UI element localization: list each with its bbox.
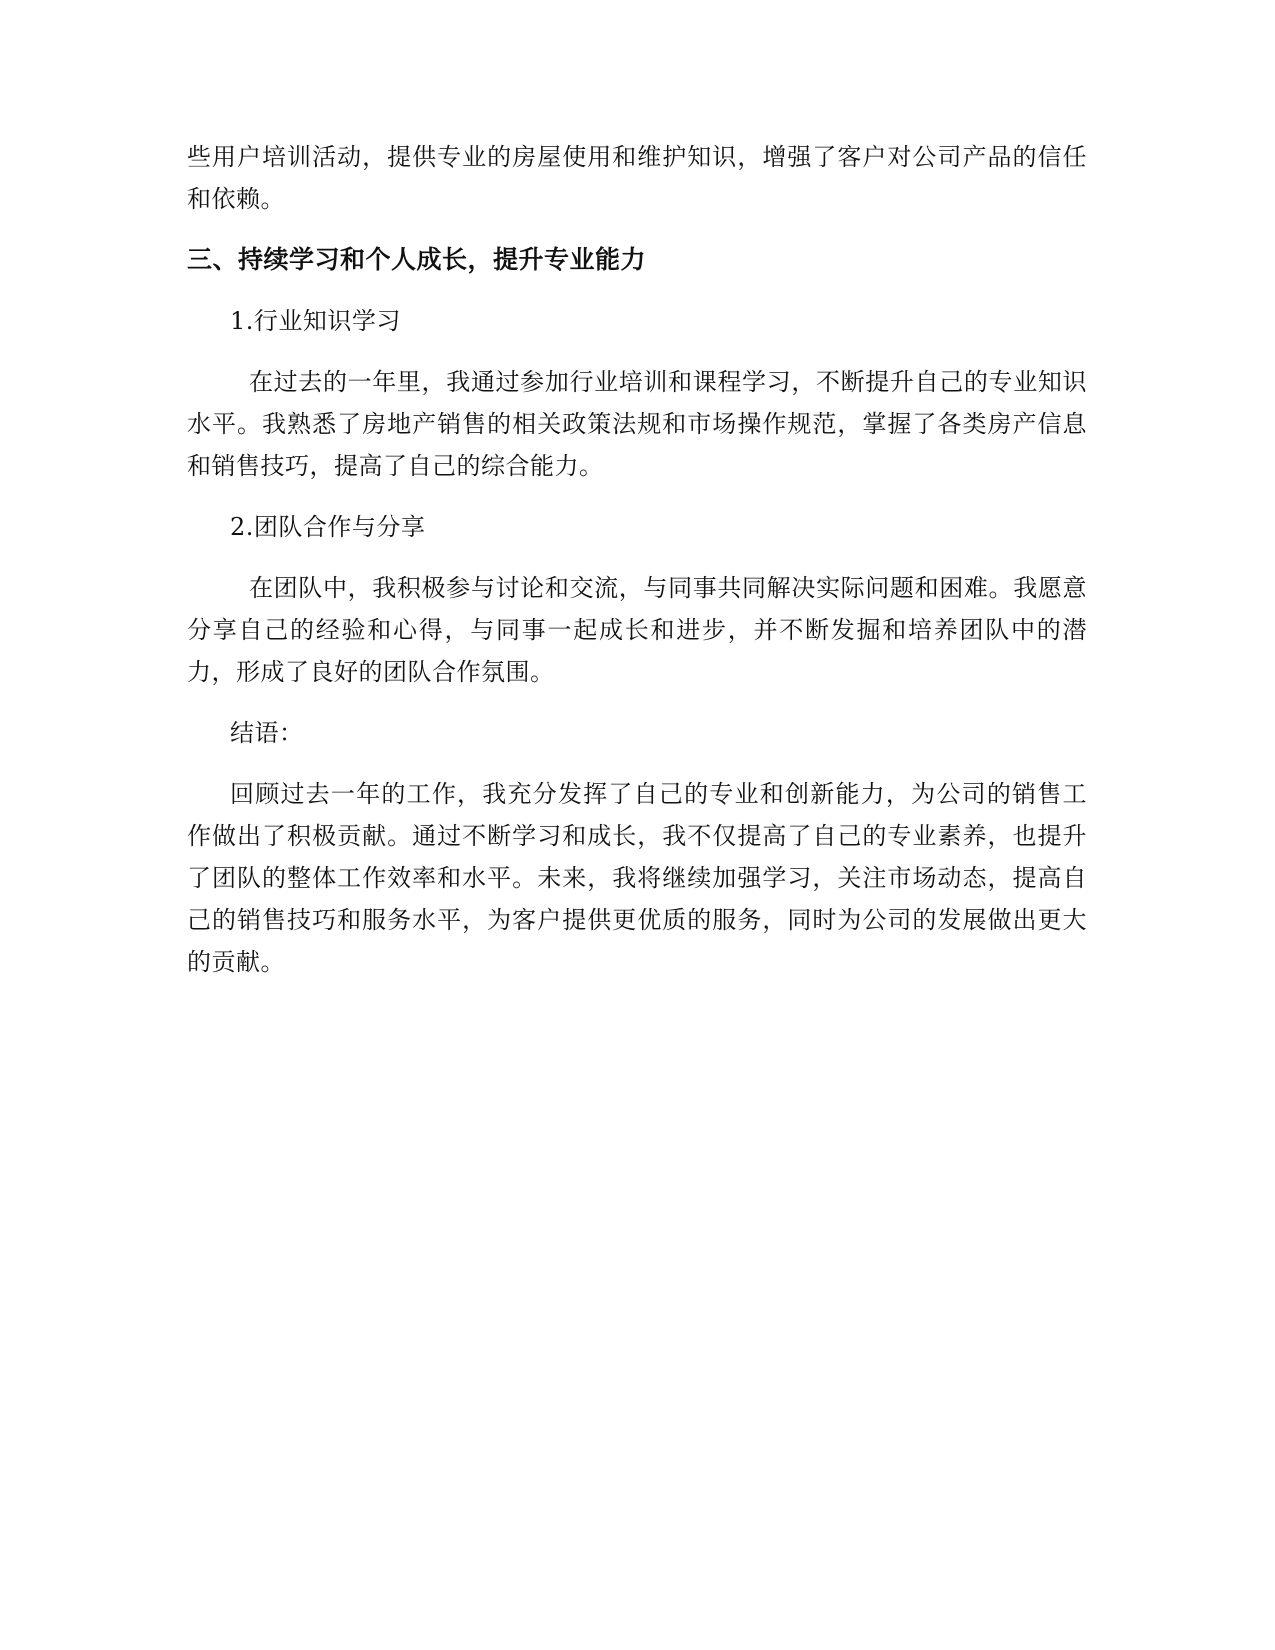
subsection-title-teamwork: 2.团队合作与分享 xyxy=(230,513,426,541)
subsection-body-industry-knowledge: 在过去的一年里，我通过参加行业培训和课程学习，不断提升自己的专业知识水平。我熟悉了房地产销售的相关政策法规和市场操作规范，掌握了各类房产信息和销售技巧，提高了自己的综合能力。 xyxy=(187,368,1087,480)
subsection-title-industry-knowledge: 1.行业知识学习 xyxy=(230,307,401,335)
conclusion-label: 结语： xyxy=(230,719,304,747)
section-heading: 三、持续学习和个人成长，提升专业能力 xyxy=(187,245,647,274)
conclusion-paragraph: 回顾过去一年的工作，我充分发挥了自己的专业和创新能力，为公司的销售工作做出了积极贡献。通过不断学习和成长，我不仅提高了自己的专业素养，也提升了团队的整体工作效率和水平。未来，我将继续加强学习，关注市场动态，提高自己的销售技巧和服务水平，为客户提供更优质的服务，同时为公司的发展做出更大的贡献。 xyxy=(187,780,1087,976)
document-page xyxy=(187,136,1087,983)
intro-continuation-paragraph: 些用户培训活动，提供专业的房屋使用和维护知识，增强了客户对公司产品的信任和依赖。 xyxy=(187,143,1087,213)
subsection-body-teamwork: 在团队中，我积极参与讨论和交流，与同事共同解决实际问题和困难。我愿意分享自己的经验和心得，与同事一起成长和进步，并不断发掘和培养团队中的潜力，形成了良好的团队合作氛围。 xyxy=(187,574,1087,686)
